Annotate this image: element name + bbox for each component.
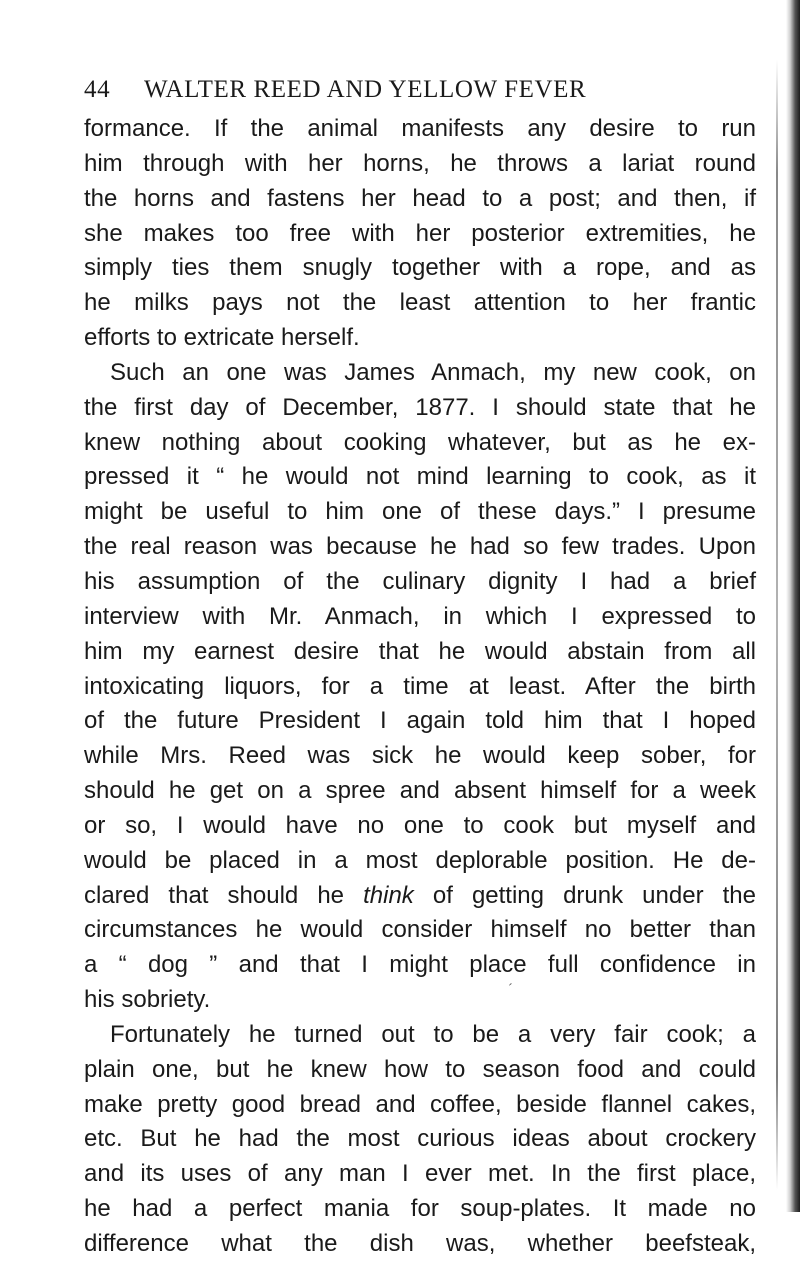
- scan-speck: ˊ: [508, 982, 513, 997]
- text-line: efforts to extricate herself.: [84, 324, 360, 352]
- text-line: would be placed in a most deplorable position. He de-: [84, 846, 756, 874]
- text-line: difference what the dish was, whether beefsteak,: [84, 1230, 756, 1257]
- text-line: pressed it “ he would not mind learning to cook, as it: [84, 463, 756, 491]
- page-gutter-shadow: [776, 60, 778, 1190]
- text-line: the first day of December, 1877. I should state that he: [84, 393, 756, 421]
- text-line: should he get on a spree and absent himself for a week: [84, 777, 756, 805]
- page-header: [84, 74, 704, 106]
- text-line: she makes too free with her posterior extremities, he: [84, 219, 756, 247]
- text-line: the real reason was because he had so few trades. Upon: [84, 533, 756, 561]
- text-line: interview with Mr. Anmach, in which I expressed to: [84, 602, 756, 630]
- text-segment: clared that should he: [84, 881, 364, 909]
- text-line: while Mrs. Reed was sick he would keep sober, for: [84, 742, 756, 770]
- body-text: [84, 112, 756, 1262]
- text-line: might be useful to him one of these days.” I presume: [84, 498, 756, 526]
- italic-word: think: [363, 881, 414, 909]
- text-line: Fortunately he turned out to be a very fair cook; a: [110, 1020, 756, 1048]
- text-line: Such an one was James Anmach, my new cook, on: [110, 358, 756, 386]
- text-line: intoxicating liquors, for a time at least. After the birth: [84, 672, 756, 700]
- text-line: and its uses of any man I ever met. In the first place,: [84, 1160, 756, 1188]
- text-line: circumstances he would consider himself no better than: [84, 916, 756, 944]
- text-line: knew nothing about cooking whatever, but as he ex-: [84, 428, 756, 456]
- text-line: simply ties them snugly together with a rope, and as: [84, 254, 756, 282]
- page-number: 44: [84, 76, 111, 103]
- text-line: a “ dog ” and that I might place full confidence in: [84, 951, 756, 979]
- text-line: or so, I would have no one to cook but myself and: [84, 811, 756, 839]
- text-segment: of getting drunk under the: [413, 881, 756, 909]
- text-line-italic: [84, 879, 756, 914]
- running-head: WALTER REED AND YELLOW FEVER: [144, 76, 587, 103]
- text-line: of the future President I again told him that I hoped: [84, 707, 756, 735]
- text-line: make pretty good bread and coffee, beside flannel cakes,: [84, 1090, 756, 1118]
- text-line: formance. If the animal manifests any desire to run: [84, 115, 756, 142]
- text-line: he milks pays not the least attention to her frantic: [84, 289, 756, 317]
- text-line: his sobriety.: [84, 986, 211, 1014]
- text-line: his assumption of the culinary dignity I had a brief: [84, 567, 756, 595]
- text-line: the horns and fastens her head to a post; and then, if: [84, 184, 756, 212]
- text-line: plain one, but he knew how to season food and could: [84, 1055, 756, 1083]
- text-line: etc. But he had the most curious ideas about crockery: [84, 1125, 756, 1153]
- text-line: he had a perfect mania for soup-plates. It made no: [84, 1195, 756, 1223]
- text-line: him my earnest desire that he would abstain from all: [84, 637, 756, 665]
- page-edge: [786, 0, 800, 1212]
- text-line: him through with her horns, he throws a lariat round: [84, 149, 756, 177]
